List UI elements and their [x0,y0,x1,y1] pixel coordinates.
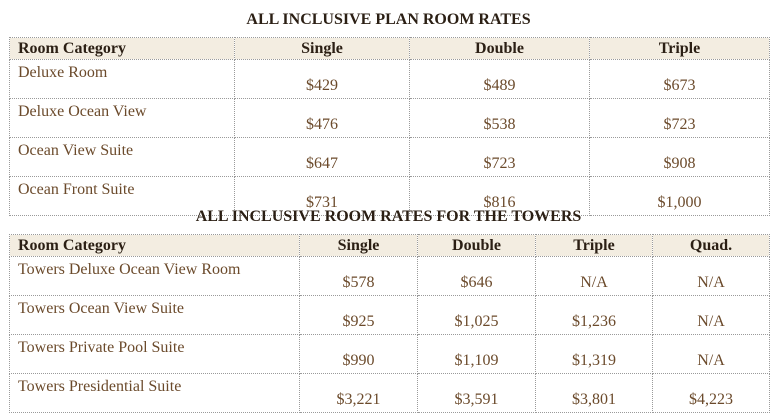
room-category-cell: Ocean Front Suite [10,177,235,216]
single-rate-cell: $731 [235,177,410,216]
table-row [10,296,770,335]
single-rate-cell: $429 [235,60,410,99]
triple-rate-cell: $908 [590,138,770,177]
header-room-category: Room Category [10,235,300,257]
header-single: Single [235,38,410,60]
header-double: Double [410,38,590,60]
triple-rate-cell: $3,801 [536,374,653,413]
room-category-cell: Deluxe Ocean View [10,99,235,138]
double-rate-cell: $1,109 [418,335,536,374]
double-rate-cell: $489 [410,60,590,99]
triple-rate-cell: $673 [590,60,770,99]
quad-rate-cell: N/A [653,257,770,296]
table-row [10,374,770,413]
table-row [10,99,770,138]
table-row [10,335,770,374]
double-rate-cell: $3,591 [418,374,536,413]
header-triple: Triple [590,38,770,60]
double-rate-cell: $816 [410,177,590,216]
triple-rate-cell: $1,236 [536,296,653,335]
plan-room-rates-table [9,37,770,216]
header-single: Single [300,235,418,257]
room-category-cell: Towers Deluxe Ocean View Room [10,257,300,296]
table-row [10,138,770,177]
triple-rate-cell: $1,000 [590,177,770,216]
header-double: Double [418,235,536,257]
single-rate-cell: $990 [300,335,418,374]
triple-rate-cell: $1,319 [536,335,653,374]
quad-rate-cell: $4,223 [653,374,770,413]
room-category-cell: Towers Private Pool Suite [10,335,300,374]
table2-title: ALL INCLUSIVE ROOM RATES FOR THE TOWERS [195,208,582,225]
towers-room-rates-table [9,234,770,413]
room-category-cell: Deluxe Room [10,60,235,99]
table-row [10,257,770,296]
room-category-cell: Towers Presidential Suite [10,374,300,413]
double-rate-cell: $646 [418,257,536,296]
table-header-row [10,38,770,60]
triple-rate-cell: $723 [590,99,770,138]
table1-title: ALL INCLUSIVE PLAN ROOM RATES [246,11,531,28]
table-header-row [10,235,770,257]
single-rate-cell: $476 [235,99,410,138]
double-rate-cell: $1,025 [418,296,536,335]
table-row [10,60,770,99]
room-category-cell: Towers Ocean View Suite [10,296,300,335]
double-rate-cell: $723 [410,138,590,177]
double-rate-cell: $538 [410,99,590,138]
single-rate-cell: $578 [300,257,418,296]
single-rate-cell: $3,221 [300,374,418,413]
triple-rate-cell: N/A [536,257,653,296]
header-triple: Triple [536,235,653,257]
quad-rate-cell: N/A [653,335,770,374]
single-rate-cell: $647 [235,138,410,177]
quad-rate-cell: N/A [653,296,770,335]
single-rate-cell: $925 [300,296,418,335]
room-category-cell: Ocean View Suite [10,138,235,177]
header-quad: Quad. [653,235,770,257]
header-room-category: Room Category [10,38,235,60]
